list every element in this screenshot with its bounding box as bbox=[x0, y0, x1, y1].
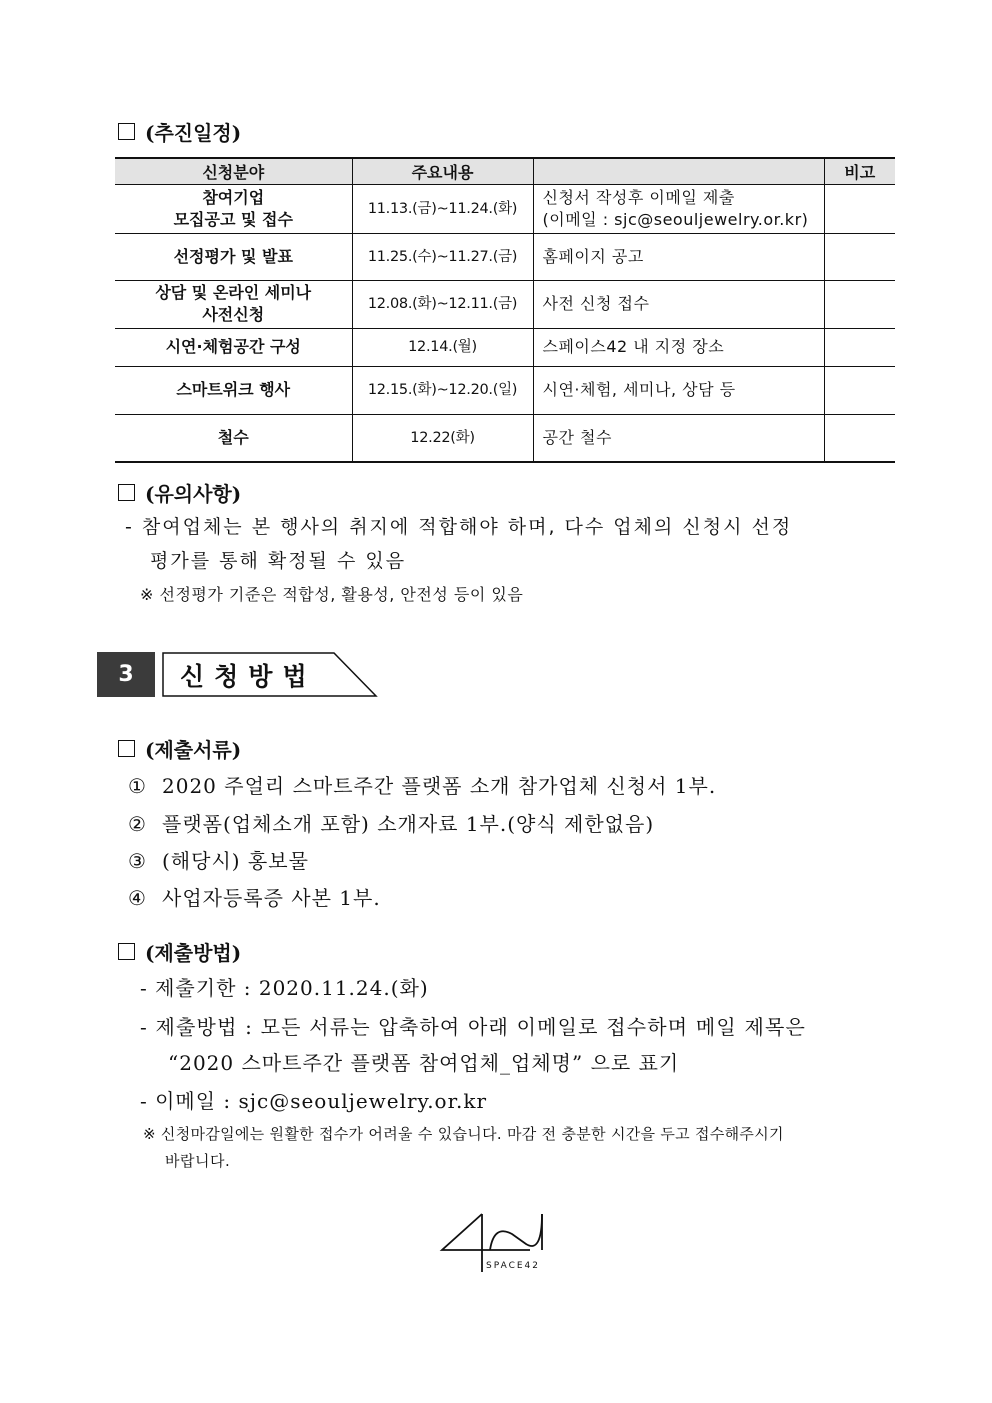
method-heading bbox=[118, 937, 241, 966]
column-header: 비고 bbox=[824, 158, 895, 184]
schedule-heading bbox=[118, 117, 241, 146]
method-remark-line2: 바랍니다. bbox=[165, 1152, 231, 1170]
notes-remark: ※ 선정평가 기준은 적합성, 활용성, 안전성 등이 있음 bbox=[140, 585, 524, 604]
date-cell: 12.08.(화)~12.11.(금) bbox=[352, 280, 533, 328]
item-text: 2020 주얼리 스마트주간 플랫폼 소개 참가업체 신청서 1부. bbox=[162, 774, 717, 798]
field-cell bbox=[115, 280, 352, 328]
field-line: 상담 및 온라인 세미나 bbox=[155, 283, 312, 302]
column-header: 주요내용 bbox=[352, 158, 533, 184]
table-row bbox=[115, 184, 895, 233]
method-line2: “2020 스마트주간 플랫폼 참여업체_업체명” 으로 표기 bbox=[168, 1051, 680, 1075]
documents-heading bbox=[118, 734, 241, 763]
table-row bbox=[115, 280, 895, 328]
checkbox-square-icon bbox=[118, 123, 135, 140]
field-line: 사전신청 bbox=[202, 305, 265, 324]
document-item bbox=[128, 882, 381, 911]
method-line1: - 제출방법 : 모든 서류는 압축하여 아래 이메일로 접수하며 메일 제목은 bbox=[140, 1015, 807, 1039]
content-cell: 스페이스42 내 지정 장소 bbox=[533, 328, 824, 366]
field-cell: 시연·체험공간 구성 bbox=[115, 328, 352, 366]
method-heading-text: (제출방법) bbox=[145, 941, 242, 965]
document-item bbox=[128, 845, 309, 874]
note-cell bbox=[824, 414, 895, 462]
date-cell: 12.14.(월) bbox=[352, 328, 533, 366]
checkbox-square-icon bbox=[118, 740, 135, 757]
notes-bullet-line1: - 참여업체는 본 행사의 취지에 적합해야 하며, 다수 업체의 신청시 선정 bbox=[125, 516, 793, 538]
item-text: (해당시) 홍보물 bbox=[162, 849, 309, 873]
note-cell bbox=[824, 233, 895, 280]
schedule-heading-text: (추진일정) bbox=[145, 121, 242, 145]
field-cell: 철수 bbox=[115, 414, 352, 462]
method-email: - 이메일 : sjc@seouljewelry.or.kr bbox=[140, 1089, 488, 1113]
checkbox-square-icon bbox=[118, 943, 135, 960]
date-cell: 12.15.(화)~12.20.(일) bbox=[352, 366, 533, 414]
content-cell bbox=[533, 184, 824, 233]
documents-heading-text: (제출서류) bbox=[145, 738, 242, 762]
column-header: 신청분야 bbox=[115, 158, 352, 184]
notes-bullet-line2: 평가를 통해 확정될 수 있음 bbox=[150, 550, 407, 572]
content-cell: 사전 신청 접수 bbox=[533, 280, 824, 328]
field-cell bbox=[115, 184, 352, 233]
content-cell: 홈페이지 공고 bbox=[533, 233, 824, 280]
item-number: ① bbox=[128, 774, 147, 798]
note-cell bbox=[824, 366, 895, 414]
content-cell: 시연·체험, 세미나, 상담 등 bbox=[533, 366, 824, 414]
table-row bbox=[115, 233, 895, 280]
content-cell: 공간 철수 bbox=[533, 414, 824, 462]
section-title: 신청방법 bbox=[180, 661, 317, 691]
date-cell: 12.22(화) bbox=[352, 414, 533, 462]
field-line: 참여기업 bbox=[202, 187, 265, 207]
method-remark-line1: ※ 신청마감일에는 원활한 접수가 어려울 수 있습니다. 마감 전 충분한 시간을 두고 접수해주시기 bbox=[143, 1125, 784, 1143]
section-number: 3 bbox=[97, 652, 155, 697]
document-item bbox=[128, 770, 716, 799]
method-deadline: - 제출기한 : 2020.11.24.(화) bbox=[140, 976, 429, 1000]
table-header-row bbox=[115, 158, 895, 184]
item-number: ③ bbox=[128, 849, 147, 873]
item-text: 사업자등록증 사본 1부. bbox=[162, 886, 381, 910]
item-number: ② bbox=[128, 812, 147, 836]
note-cell bbox=[824, 184, 895, 233]
field-cell: 스마트위크 행사 bbox=[115, 366, 352, 414]
date-cell: 11.13.(금)~11.24.(화) bbox=[352, 184, 533, 233]
item-number: ④ bbox=[128, 886, 147, 910]
schedule-table bbox=[115, 157, 895, 463]
table-row bbox=[115, 366, 895, 414]
table-row bbox=[115, 414, 895, 462]
note-cell bbox=[824, 328, 895, 366]
document-item bbox=[128, 808, 654, 837]
column-header bbox=[533, 158, 824, 184]
logo-text: SPACE42 bbox=[486, 1261, 540, 1271]
checkbox-square-icon bbox=[118, 484, 135, 501]
date-cell: 11.25.(수)~11.27.(금) bbox=[352, 233, 533, 280]
table-row bbox=[115, 328, 895, 366]
content-line: (이메일 : sjc@seouljewelry.or.kr) bbox=[542, 209, 809, 229]
notes-heading bbox=[118, 478, 241, 507]
item-text: 플랫폼(업체소개 포함) 소개자료 1부.(양식 제한없음) bbox=[162, 812, 655, 836]
field-cell: 선정평가 및 발표 bbox=[115, 233, 352, 280]
note-cell bbox=[824, 280, 895, 328]
field-line: 모집공고 및 접수 bbox=[173, 209, 293, 229]
space42-logo bbox=[438, 1210, 548, 1276]
content-line: 신청서 작성후 이메일 제출 bbox=[542, 187, 735, 207]
notes-heading-text: (유의사항) bbox=[145, 482, 242, 506]
